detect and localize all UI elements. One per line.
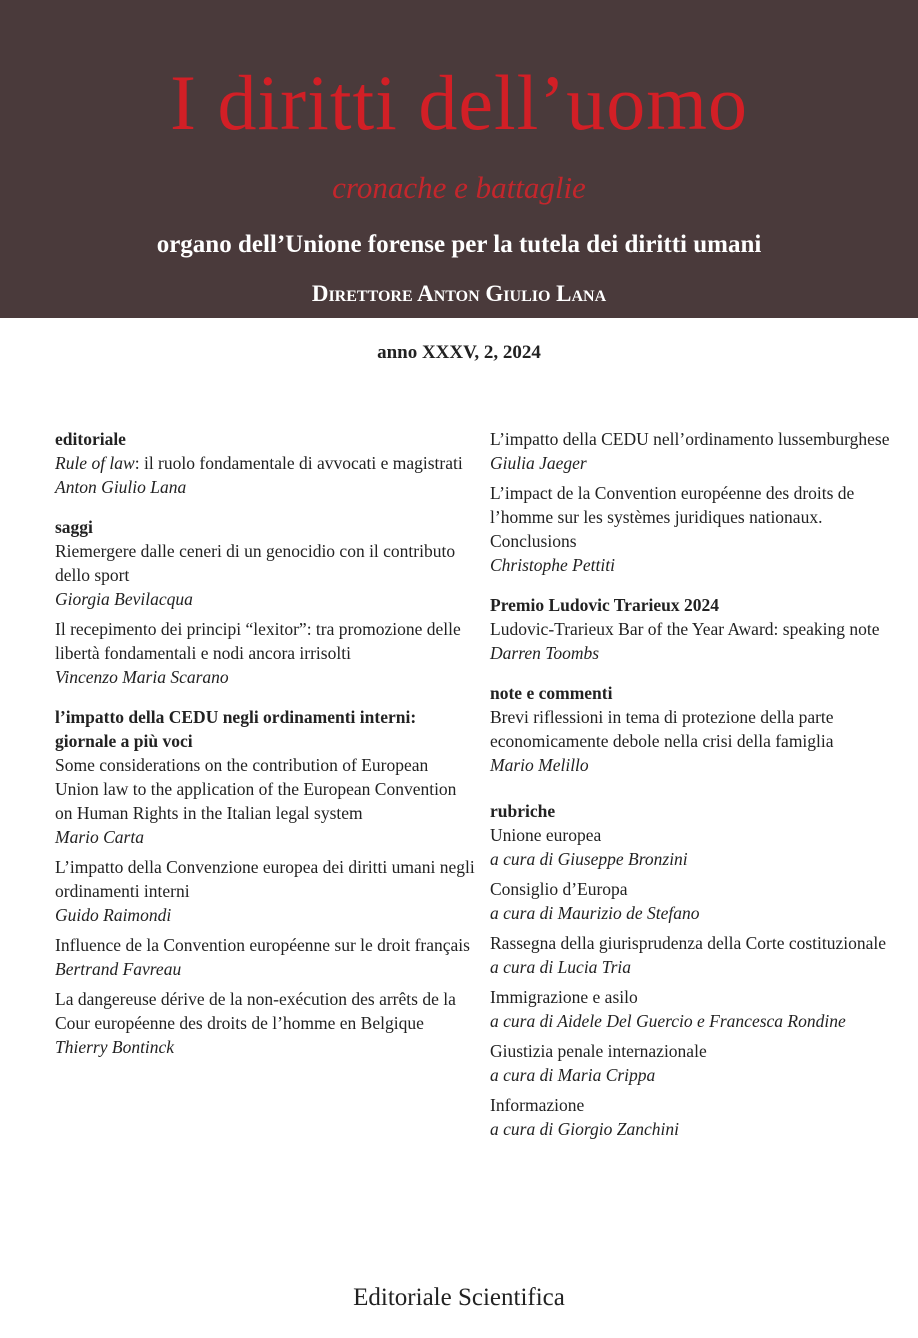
- toc-entry: [490, 931, 910, 979]
- journal-subtitle: cronache e battaglie: [332, 170, 586, 205]
- entry-author: Guido Raimondi: [55, 905, 172, 925]
- entry-author: Bertrand Favreau: [55, 959, 182, 979]
- entry-author: Darren Toombs: [490, 643, 600, 663]
- entry-author: Thierry Bontinck: [55, 1037, 175, 1057]
- entry-title-italic: Rule of law: [55, 453, 135, 473]
- entry-author: a cura di Lucia Tria: [490, 957, 631, 977]
- cover-header: [0, 0, 918, 318]
- toc-entry: [55, 933, 475, 981]
- toc-entry: [55, 617, 475, 689]
- section-title: Premio Ludovic Trarieux 2024: [490, 595, 719, 615]
- toc-section-editoriale: [55, 427, 475, 499]
- entry-title: L’impatto della CEDU nell’ordinamento lussemburghese: [490, 429, 890, 449]
- entry-author: Christophe Pettiti: [490, 555, 615, 575]
- toc-section-cedu-continued: [490, 427, 910, 577]
- toc-section-note: [490, 681, 910, 777]
- entry-author: Giorgia Bevilacqua: [55, 589, 193, 609]
- entry-title: L’impatto della Convenzione europea dei diritti umani negli ordinamenti interni: [55, 857, 475, 901]
- toc-entry: [490, 985, 910, 1033]
- toc-entry: [490, 427, 910, 475]
- entry-title: Influence de la Convention européenne sur le droit français: [55, 935, 470, 955]
- entry-title: Rassegna della giurisprudenza della Corte costituzionale: [490, 933, 887, 953]
- toc-entry: [490, 1093, 910, 1141]
- toc-section-premio: [490, 593, 910, 665]
- entry-title: La dangereuse dérive de la non-exécution des arrêts de la Cour européenne des droits de l’homme en Belgique: [55, 989, 456, 1033]
- entry-title-rest: : il ruolo fondamentale di avvocati e magistrati: [134, 453, 463, 473]
- issue-number: anno XXXV, 2, 2024: [377, 342, 541, 363]
- toc-section-saggi: [55, 515, 475, 689]
- toc-entry: [490, 617, 910, 665]
- journal-title: I diritti dell’uomo: [170, 59, 748, 146]
- entry-title: Consiglio d’Europa: [490, 879, 628, 899]
- toc-entry: [55, 753, 475, 849]
- entry-author: a cura di Giuseppe Bronzini: [490, 849, 688, 869]
- toc-entry: [490, 705, 910, 777]
- entry-author: Mario Carta: [55, 827, 144, 847]
- entry-title: Immigrazione e asilo: [490, 987, 638, 1007]
- entry-author: a cura di Maria Crippa: [490, 1065, 656, 1085]
- entry-title: Ludovic-Trarieux Bar of the Year Award: speaking note: [490, 619, 880, 639]
- toc-entry: [55, 451, 475, 499]
- journal-director: Direttore Anton Giulio Lana: [311, 281, 607, 306]
- toc-entry: [55, 987, 475, 1059]
- toc-entry: [55, 855, 475, 927]
- entry-title: L’impact de la Convention européenne des droits de l’homme sur les systèmes juridiques nationaux. Conclusions: [490, 483, 855, 551]
- entry-title: Some considerations on the contribution of European Union law to the application of the European Convention on Human Rights in the Italian legal system: [55, 755, 457, 823]
- toc-right-column: [490, 427, 910, 1157]
- entry-title: Brevi riflessioni in tema di protezione della parte economicamente debole nella crisi della famiglia: [490, 707, 834, 751]
- entry-author: a cura di Aidele Del Guercio e Francesca Rondine: [490, 1011, 846, 1031]
- section-title: editoriale: [55, 429, 126, 449]
- toc-entry: [490, 823, 910, 871]
- toc-entry: [490, 481, 910, 577]
- entry-author: Giulia Jaeger: [490, 453, 587, 473]
- section-title: note e commenti: [490, 683, 613, 703]
- entry-author: Mario Melillo: [490, 755, 589, 775]
- journal-organ: organo dell’Unione forense per la tutela dei diritti umani: [156, 231, 762, 258]
- publisher-name: Editoriale Scientifica: [353, 1284, 565, 1311]
- section-title: l’impatto della CEDU negli ordinamenti interni: giornale a più voci: [55, 707, 417, 751]
- entry-title: Riemergere dalle ceneri di un genocidio con il contributo dello sport: [55, 541, 456, 585]
- entry-title: Giustizia penale internazionale: [490, 1041, 707, 1061]
- toc-section-rubriche: [490, 799, 910, 1141]
- toc-entry: [490, 1039, 910, 1087]
- entry-author: a cura di Giorgio Zanchini: [490, 1119, 679, 1139]
- section-title: rubriche: [490, 801, 556, 821]
- toc-left-column: [55, 427, 475, 1075]
- entry-title: Il recepimento dei principi “lexitor”: tra promozione delle libertà fondamentali e nodi ancora irrisolti: [55, 619, 461, 663]
- toc-entry: [55, 539, 475, 611]
- entry-title: [55, 451, 475, 475]
- entry-title: Informazione: [490, 1095, 585, 1115]
- entry-author: Anton Giulio Lana: [55, 477, 187, 497]
- entry-author: Vincenzo Maria Scarano: [55, 667, 229, 687]
- toc-entry: [490, 877, 910, 925]
- toc-section-cedu: [55, 705, 475, 1059]
- entry-author: a cura di Maurizio de Stefano: [490, 903, 700, 923]
- entry-title: Unione europea: [490, 825, 602, 845]
- section-title: saggi: [55, 517, 93, 537]
